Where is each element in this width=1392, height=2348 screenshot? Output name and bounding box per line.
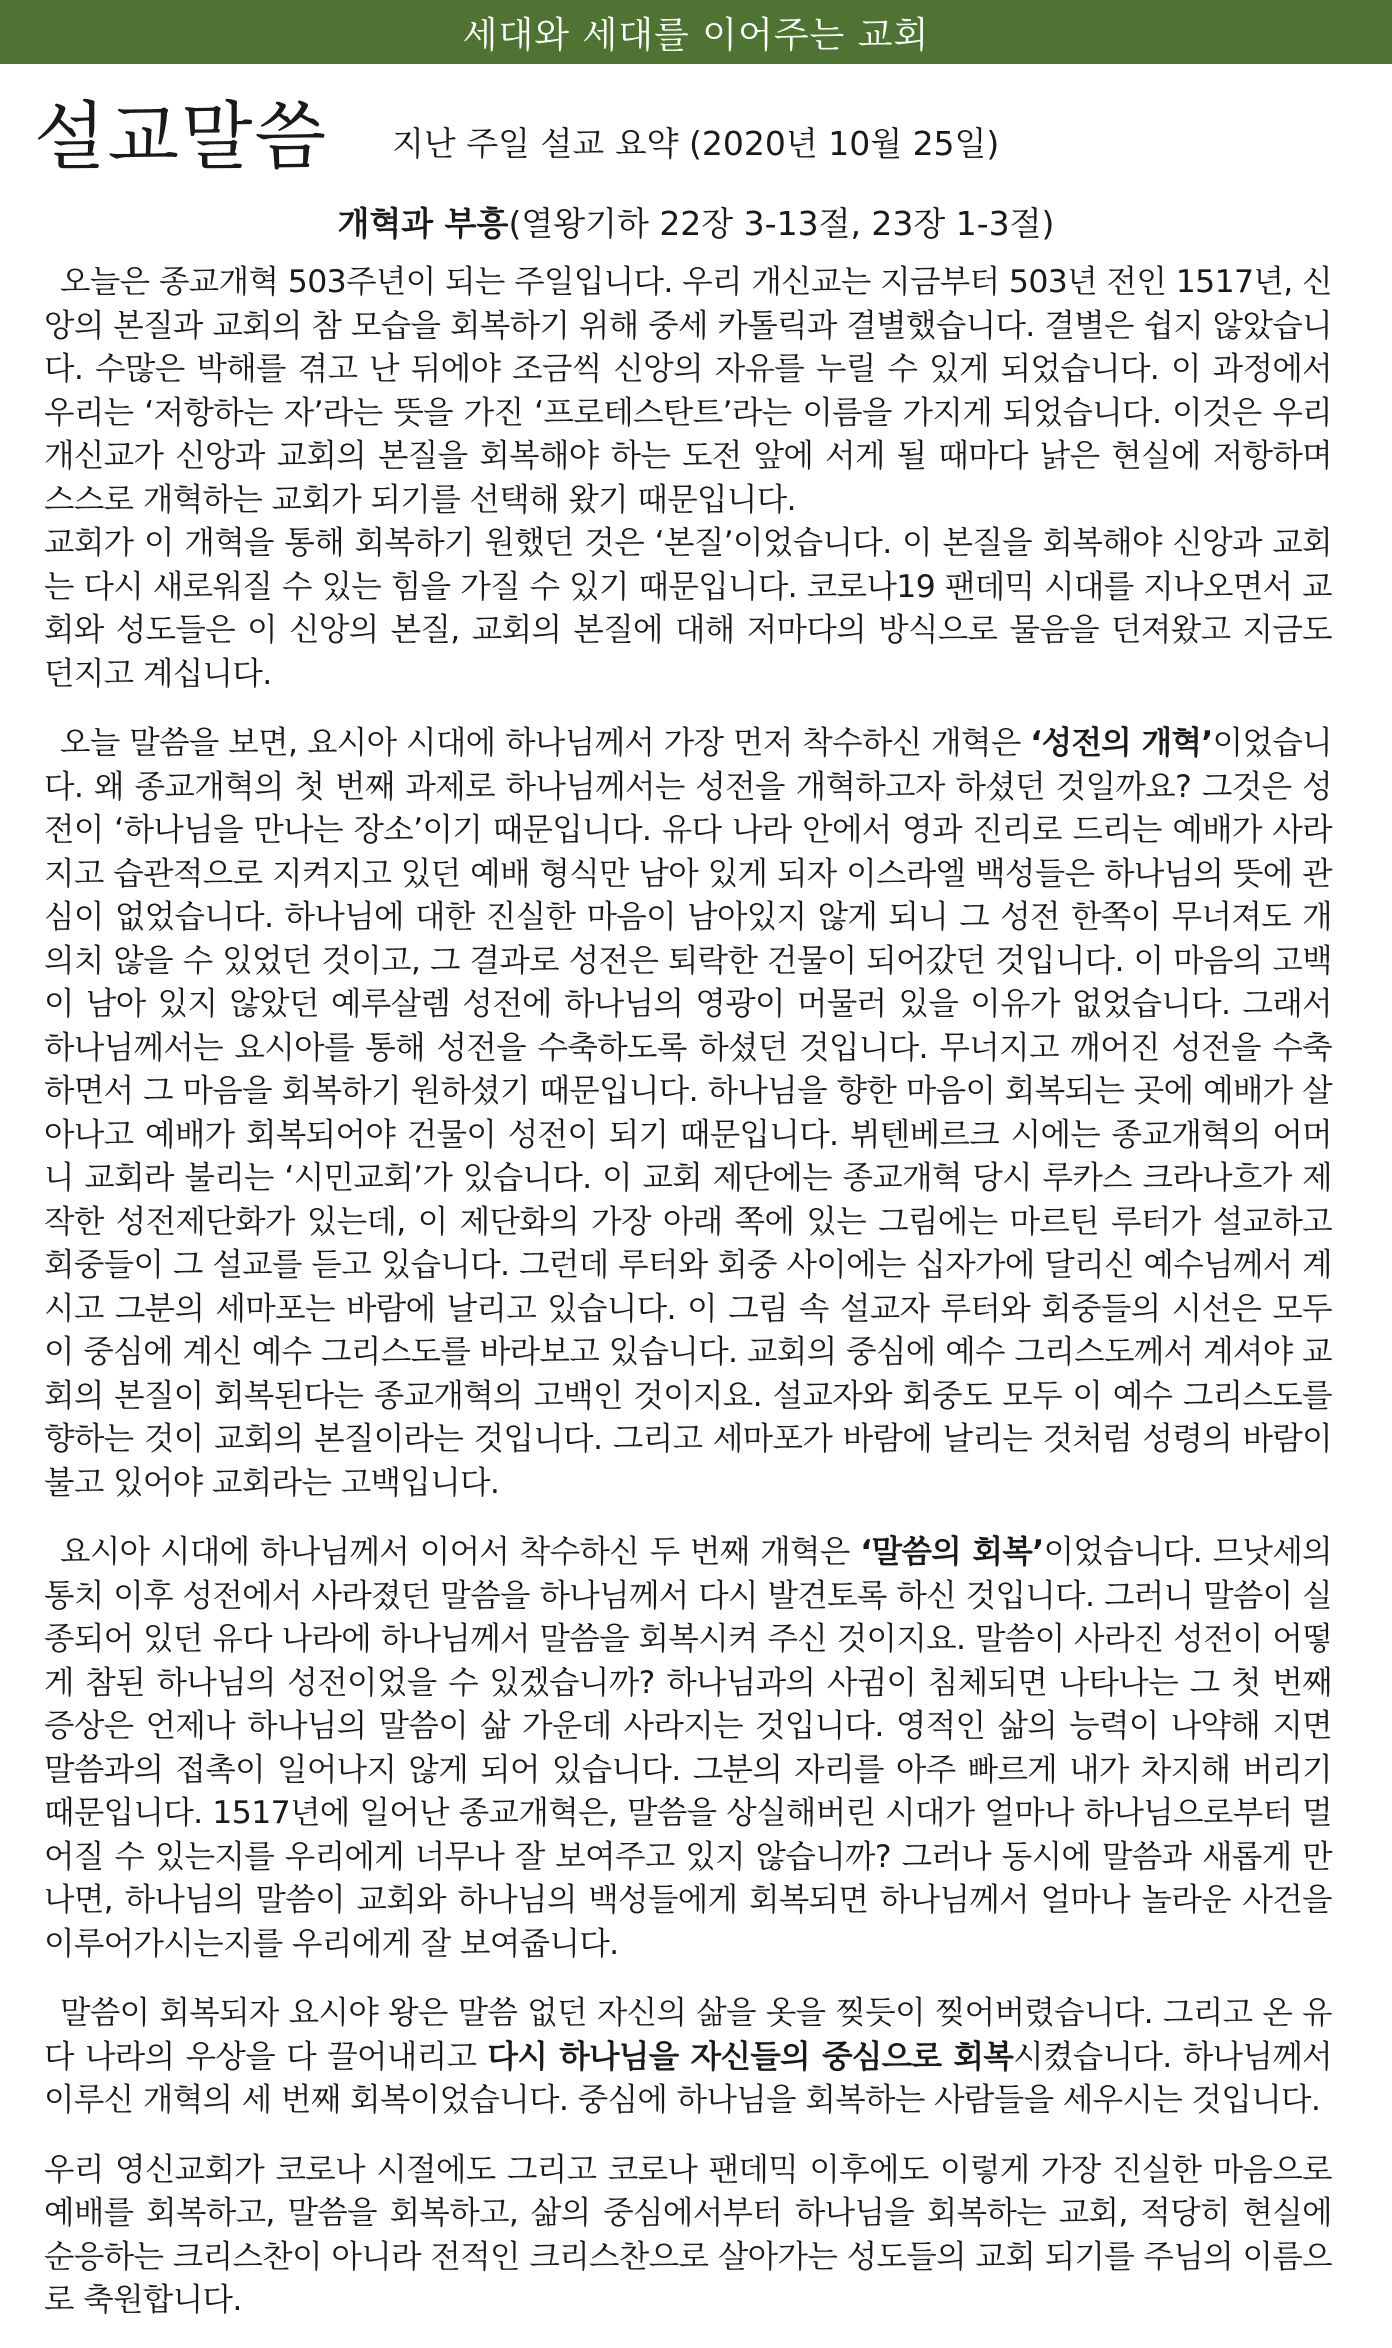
word-restoration-emphasis: ‘말씀의 회복’ (860, 1534, 1044, 1570)
sermon-reference: (열왕기하 22장 3-13절, 23장 1-3절) (508, 204, 1055, 243)
church-banner (0, 0, 1392, 64)
paragraph-3-rest: 이었습니다. 왜 종교개혁의 첫 번째 과제로 하나님께서는 성전을 개혁하고자 하셨던 것일까요? 그것은 성전이 ‘하나님을 만나는 장소’이기 때문입니다. 유다 나라 안에서 영과 진리로 드리는 예배가 사라지고 습관적으로 지켜지고 있던 예배 형식만 남아 있게 되자 이스라엘 백성들은 하나님의 뜻에 관심이 없었습니다. 하나님에 대한 진실한 마음이 남아있지 않게 되니 그 성전 한쪽이 무너져도 개의치 않을 수 있었던 것이고, 그 결과로 성전은 퇴락한 건물이 되어갔던 것입니다. 이 마음의 고백이 남아 있지 않았던 예루살렘 성전에 하나님의 영광이 머물러 있을 이유가 없었습니다. 그래서 하나님께서는 요시아를 통해 성전을 수축하도록 하셨던 것입니다. 무너지고 깨어진 성전을 수축하면서 그 마음을 회복하기 원하셨기 때문입니다. 하나님을 향한 마음이 회복되는 곳에 예배가 살아나고 예배가 회복되어야 건물이 성전이 되기 때문입니다. 뷔텐베르크 시에는 종교개혁의 어머니 교회라 불리는 ‘시민교회’가 있습니다. 이 교회 제단에는 종교개혁 당시 루카스 크라나흐가 제작한 성전제단화가 있는데, 이 제단화의 가장 아래 쪽에 있는 그림에는 마르틴 루터가 설교하고 회중들이 그 설교를 듣고 있습니다. 그런데 루터와 회중 사이에는 십자가에 달리신 예수님께서 계시고 그분의 세마포는 바람에 날리고 있습니다. 이 그림 속 설교자 루터와 회중들의 시선은 모두 이 중심에 계신 예수 그리스도를 바라보고 있습니다. 교회의 중심에 예수 그리스도께서 계셔야 교회의 본질이 회복된다는 종교개혁의 고백인 것이지요. 설교자와 회중도 모두 이 예수 그리스도를 향하는 것이 교회의 본질이라는 것입니다. 그리고 세마포가 바람에 날리는 것처럼 성령의 바람이 불고 있어야 교회라는 고백입니다. (44, 725, 1332, 1501)
sermon-body (44, 261, 1332, 2323)
sermon-heading (0, 198, 1392, 245)
paragraph-6: 우리 영신교회가 코로나 시절에도 그리고 코로나 팬데믹 이후에도 이렇게 가장 진실한 마음으로 예배를 회복하고, 말씀을 회복하고, 삶의 중심에서부터 하나님을 회복하는 교회, 적당히 현실에 순응하는 크리스찬이 아니라 전적인 크리스찬으로 살아가는 성도들의 교회 되기를 주님의 이름으로 축원합니다. (44, 2151, 1332, 2318)
page-title: 설교말씀 (34, 94, 328, 180)
paragraph-5-rest: 시켰습니다. 하나님께서 이루신 개혁의 세 번째 회복이었습니다. 중심에 하나님을 회복하는 사람들을 세우시는 것입니다. (44, 2038, 1333, 2118)
page-header (0, 64, 1392, 192)
paragraph-5-start: 말씀이 회복되자 요시야 왕은 말씀 없던 자신의 삶을 옷을 찢듯이 찢어버렸습니다. 그리고 온 유다 나라의 우상을 다 끌어내리고 (44, 1995, 1332, 2075)
paragraph-4 (44, 1531, 1332, 1966)
temple-reform-emphasis: ‘성전의 개혁’ (1030, 725, 1213, 761)
paragraph-2: 교회가 이 개혁을 통해 회복하기 원했던 것은 ‘본질’이었습니다. 이 본질을 회복해야 신앙과 교회는 다시 새로워질 수 있는 힘을 가질 수 있기 때문입니다. 코로나19 팬데믹 시대를 지나오면서 교회와 성도들은 이 신앙의 본질, 교회의 본질에 대해 저마다의 방식으로 물음을 던져왔고 지금도 던지고 계십니다. (44, 525, 1332, 692)
page-subtitle: 지난 주일 설교 요약 (2020년 10월 25일) (392, 124, 1000, 163)
paragraph-5 (44, 1992, 1332, 2123)
paragraph-4-rest: 이었습니다. 므낫세의 통치 이후 성전에서 사라졌던 말씀을 하나님께서 다시 발견토록 하신 것입니다. 그러니 말씀이 실종되어 있던 유다 나라에 하나님께서 말씀을 회복시켜 주신 것이지요. 말씀이 사라진 성전이 어떻게 참된 하나님의 성전이었을 수 있겠습니까? 하나님과의 사귐이 침체되면 나타나는 그 첫 번째 증상은 언제나 하나님의 말씀이 삶 가운데 사라지는 것입니다. 영적인 삶의 능력이 나약해 지면 말씀과의 접촉이 일어나지 않게 되어 있습니다. 그분의 자리를 아주 빠르게 내가 차지해 버리기 때문입니다. 1517년에 일어난 종교개혁은, 말씀을 상실해버린 시대가 얼마나 하나님으로부터 멀어질 수 있는지를 우리에게 너무나 잘 보여주고 있지 않습니까? 그러나 동시에 말씀과 새롭게 만나면, 하나님의 말씀이 교회와 하나님의 백성들에게 회복되면 하나님께서 얼마나 놀라운 사건을 이루어가시는지를 우리에게 잘 보여줍니다. (44, 1534, 1332, 1962)
banner-text: 세대와 세대를 이어주는 교회 (462, 14, 930, 56)
paragraph-3 (44, 722, 1332, 1505)
paragraph-1: 오늘은 종교개혁 503주년이 되는 주일입니다. 우리 개신교는 지금부터 503년 전인 1517년, 신앙의 본질과 교회의 참 모습을 회복하기 위해 중세 카톨릭과 결별했습니다. 결별은 쉽지 않았습니다. 수많은 박해를 겪고 난 뒤에야 조금씩 신앙의 자유를 누릴 수 있게 되었습니다. 이 과정에서 우리는 ‘저항하는 자’라는 뜻을 가진 ‘프로테스탄트’라는 이름을 가지게 되었습니다. 이것은 우리 개신교가 신앙과 교회의 본질을 회복해야 하는 도전 앞에 서게 될 때마다 낡은 현실에 저항하며 스스로 개혁하는 교회가 되기를 선택해 왔기 때문입니다. (44, 264, 1332, 518)
paragraph-3-start: 오늘 말씀을 보면, 요시아 시대에 하나님께서 가장 먼저 착수하신 개혁은 (60, 725, 1031, 761)
paragraph-4-start: 요시아 시대에 하나님께서 이어서 착수하신 두 번째 개혁은 (60, 1534, 861, 1570)
god-center-emphasis: 다시 하나님을 자신들의 중심으로 회복 (487, 2038, 1014, 2075)
sermon-title: 개혁과 부흥 (337, 204, 509, 243)
